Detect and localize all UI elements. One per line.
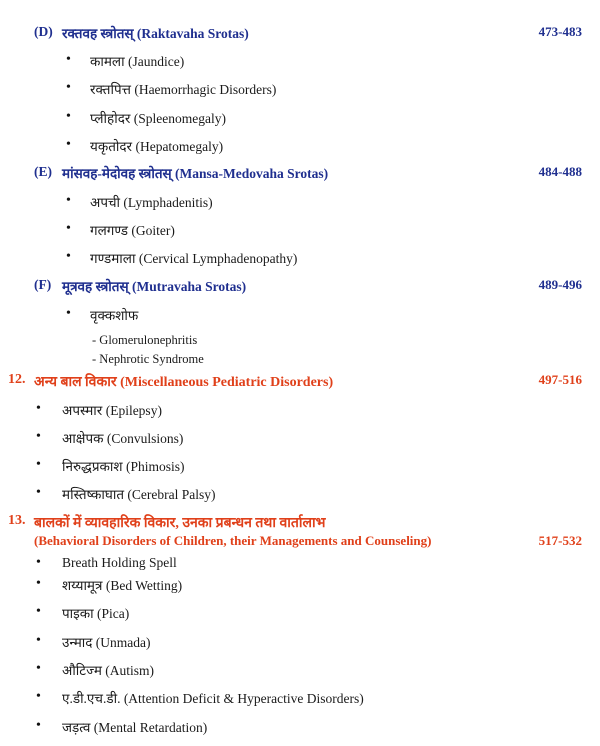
bullet-icon: • <box>66 306 71 321</box>
list-item-text: उन्माद (Unmada) <box>62 635 151 650</box>
list-item-text: Breath Holding Spell <box>62 555 177 570</box>
list-item-text: ए.डी.एच.डी. (Attention Deficit & Hyperactive Disorders) <box>62 691 364 706</box>
bullet-icon: • <box>66 52 71 67</box>
chapter-title: अन्य बाल विकार (Miscellaneous Pediatric Disorders) <box>34 375 334 390</box>
chapter-title: बालकों में व्यावहारिक विकार, उनका प्रबन्धन तथा वार्तालाभ <box>34 516 326 531</box>
section-title: मूत्रवह स्त्रोतस् (Mutravaha Srotas) <box>62 279 247 294</box>
section-title: मांसवह-मेदोवह स्त्रोतस् (Mansa-Medovaha Srotas) <box>62 166 329 181</box>
list-item-text: शय्यामूत्र (Bed Wetting) <box>62 578 183 593</box>
bullet-icon: • <box>36 555 41 570</box>
page-range: 473-483 <box>538 24 582 39</box>
page-range: 517-532 <box>538 533 582 548</box>
bullet-icon: • <box>66 80 71 95</box>
list-item-text: औटिज्म (Autism) <box>62 663 155 678</box>
bullet-icon: • <box>36 689 41 704</box>
list-item-text: अपस्मार (Epilepsy) <box>62 403 162 418</box>
list-item-text: कामला (Jaundice) <box>90 54 185 69</box>
section-title: रक्तवह स्त्रोतस् (Raktavaha Srotas) <box>62 26 249 41</box>
list-item-text: पाइका (Pica) <box>62 606 130 621</box>
bullet-icon: • <box>36 718 41 733</box>
bullet-icon: • <box>36 661 41 676</box>
bullet-icon: • <box>66 193 71 208</box>
page-range: 489-496 <box>538 277 582 292</box>
bullet-icon: • <box>36 604 41 619</box>
section-label: (E) <box>34 164 52 179</box>
list-item-text: रक्तपित्त (Haemorrhagic Disorders) <box>90 82 277 97</box>
sub-item-text: - Nephrotic Syndrome <box>92 352 204 366</box>
bullet-icon: • <box>66 221 71 236</box>
bullet-icon: • <box>36 429 41 444</box>
sub-item-text: - Glomerulonephritis <box>92 333 198 347</box>
page-range: 497-516 <box>538 372 582 387</box>
list-item-text: यकृतोदर (Hepatomegaly) <box>90 139 224 154</box>
page-range: 484-488 <box>538 164 582 179</box>
list-item-text: मस्तिष्काघात (Cerebral Palsy) <box>62 487 216 502</box>
section-label: (F) <box>34 277 52 292</box>
list-item-text: अपची (Lymphadenitis) <box>90 195 213 210</box>
list-item-text: प्लीहोदर (Spleenomegaly) <box>90 111 226 126</box>
bullet-icon: • <box>36 457 41 472</box>
bullet-icon: • <box>66 249 71 264</box>
section-label: (D) <box>34 24 53 39</box>
chapter-subtitle: (Behavioral Disorders of Children, their Managements and Counseling) <box>34 533 432 548</box>
list-item-text: गलगण्ड (Goiter) <box>90 223 175 238</box>
chapter-number: 12. <box>8 372 26 387</box>
list-item-text: गण्डमाला (Cervical Lymphadenopathy) <box>90 251 298 266</box>
bullet-icon: • <box>66 137 71 152</box>
bullet-icon: • <box>36 576 41 591</box>
list-item-text: वृक्कशोफ <box>90 308 139 323</box>
bullet-icon: • <box>66 109 71 124</box>
bullet-icon: • <box>36 485 41 500</box>
list-item-text: आक्षेपक (Convulsions) <box>62 431 184 446</box>
chapter-number: 13. <box>8 513 26 528</box>
list-item-text: निरुद्धप्रकाश (Phimosis) <box>62 459 185 474</box>
bullet-icon: • <box>36 633 41 648</box>
list-item-text: जड़त्व (Mental Retardation) <box>62 720 208 735</box>
bullet-icon: • <box>36 401 41 416</box>
